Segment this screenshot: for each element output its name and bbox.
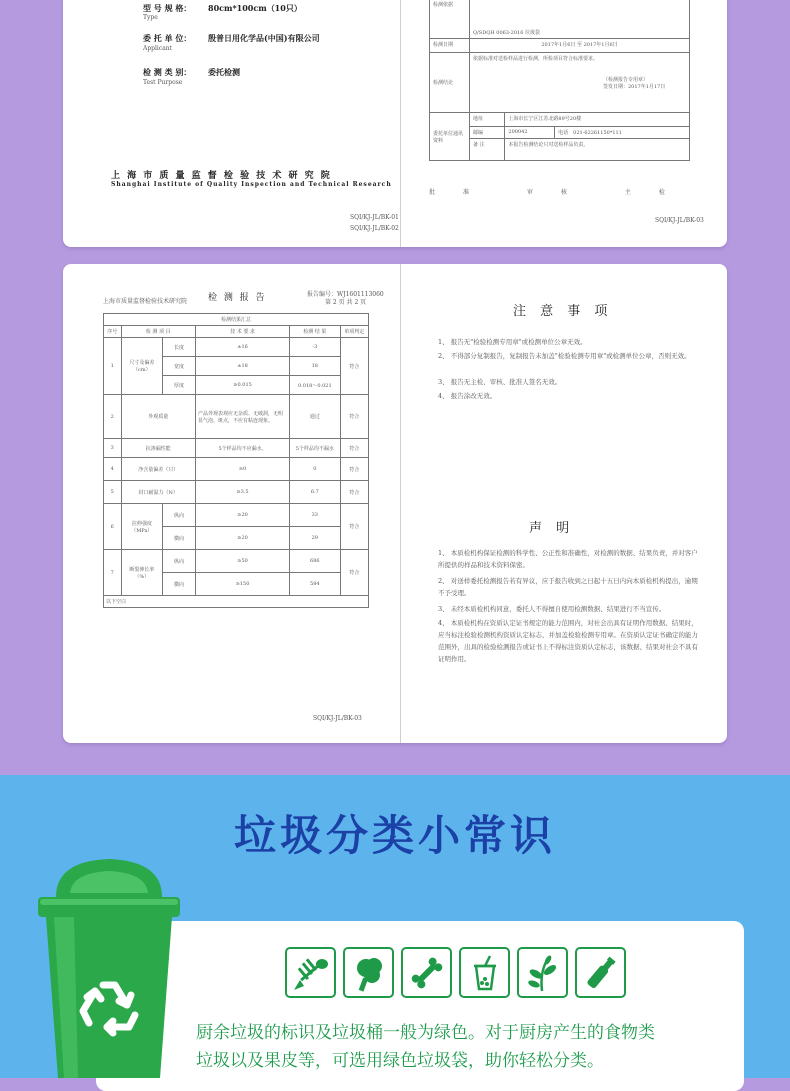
icon-card	[517, 947, 568, 998]
notice-item: 4、 报告涂改无效。	[438, 392, 497, 400]
table-cell: 29	[290, 527, 340, 550]
bubble-tea-icon	[466, 954, 504, 992]
bone-icon	[408, 954, 446, 992]
table-cell: ≥20	[195, 504, 289, 527]
footer-code-2: SQI/KJ-JL/BK-02	[350, 225, 399, 232]
table-cell: ≥0.015	[195, 376, 289, 395]
conclusion-value: 依据标准对送检样品进行检测，所检项目符合标准要求。	[473, 56, 599, 62]
date-label: 检测日期	[430, 39, 470, 53]
date-value: 2017年1月6日 至 2017年1月6日	[470, 39, 690, 53]
zip-value: 200042	[505, 127, 555, 139]
table-header: 技 术 要 求	[195, 326, 289, 338]
table-cell: 符合	[340, 504, 369, 550]
table-cell: -3	[290, 338, 340, 357]
table-cell: 符合	[340, 395, 369, 439]
table-cell: 厚度	[163, 376, 196, 395]
table-cell: 抗渗漏性能	[121, 439, 195, 458]
table-cell: 纵向	[163, 550, 196, 573]
table-header: 检 测 项 目	[121, 326, 195, 338]
applicant-value: 殷普日用化学品(中国)有限公司	[208, 33, 320, 43]
report-info-table	[429, 0, 690, 161]
table-cell: 产品外观表观应无杂质、无破洞，无明显气泡、斑点，不应有粘连现象。	[195, 395, 289, 439]
certificate-card-top	[63, 0, 727, 247]
table-end: 以下空白	[104, 596, 369, 608]
plant-icon	[524, 954, 562, 992]
page-no: 第 2 页 共 2 页	[325, 299, 367, 306]
table-cell: 横向	[163, 573, 196, 596]
table-cell: 6.7	[290, 481, 340, 504]
table-cell: 外观质量	[121, 395, 195, 439]
stamp-text: （检测报告专用章）	[603, 77, 649, 83]
table-cell: 符合	[340, 338, 369, 395]
applicant-label-en: Applicant	[143, 45, 173, 52]
sign-row: 批准 审核 主检	[429, 189, 693, 196]
table-cell: 3	[104, 439, 122, 458]
bottle-icon	[582, 954, 620, 992]
table-cell: 净含量偏差（只）	[121, 458, 195, 481]
table-cell: 6	[104, 504, 122, 550]
declaration-item: 1、 本质检机构保证检测的科学性、公正性和准确性，对检测的数据、结果负责，并对客户所提供的样品和技术资料保密。	[438, 549, 698, 569]
table-cell: 584	[290, 573, 340, 596]
icon-card	[285, 947, 336, 998]
notice-item: 2、 不得部分复制报告，复制报告未加盖"检验检测专用章"或检测单位公章，否则无效。	[438, 352, 691, 360]
desc-line-2: 垃圾以及果皮等，可选用绿色垃圾袋，助你轻松分类。	[196, 1051, 604, 1071]
notice-item: 1、 报告无"检验检测专用章"或检测单位公章无效。	[438, 338, 587, 346]
table-cell: 横向	[163, 527, 196, 550]
conclusion-label: 检测结论	[430, 53, 470, 113]
type-value: 80cm*100cm（10只）	[208, 3, 302, 13]
right-footer-code: SQI/KJ-JL/BK-03	[655, 217, 704, 224]
notice-item: 3、 报告无主检、审核、批准人签名无效。	[438, 378, 562, 386]
table-cell: 断裂伸长率（%）	[121, 550, 163, 596]
table-cell: 拉伸强度（MPa）	[121, 504, 163, 550]
desc-line-1: 厨余垃圾的标识及垃圾桶一般为绿色。对于厨房产生的食物类	[196, 1023, 655, 1043]
declaration-item: 3、 未经本质检机构同意，委托人不得擅自使用检测数据、结果进行不当宣传。	[438, 605, 666, 613]
leaf-veg-icon	[350, 954, 388, 992]
remark-label: 备 注	[470, 139, 505, 161]
declaration-title: 声 明	[529, 521, 575, 536]
table-cell: 宽度	[163, 357, 196, 376]
conclusion-cell	[470, 53, 690, 113]
table-cell: 0.018～0.021	[290, 376, 340, 395]
zip-label: 邮编	[470, 127, 505, 139]
purpose-label: 检 测 类 别：	[143, 67, 192, 77]
remark-value: 本报告检测结论只对送检样品负责。	[505, 139, 690, 161]
section-heading: 垃圾分类小常识	[233, 811, 556, 860]
table-cell: 符合	[340, 458, 369, 481]
purpose-label-en: Test Purpose	[143, 79, 183, 86]
table-cell: 符合	[340, 550, 369, 596]
table-cell: 0	[290, 458, 340, 481]
table-cell: 5	[104, 481, 122, 504]
institute-name-en: Shanghai Institute of Quality Inspection and Technical Research	[111, 181, 392, 188]
table-cell: 通过	[290, 395, 340, 439]
basis-value: Q/SDQH 0063-2016 垃圾袋	[470, 0, 690, 39]
icon-card	[575, 947, 626, 998]
table-cell: 符合	[340, 481, 369, 504]
report-no: 报告编号：WJ1601113060	[307, 291, 384, 298]
table-cell: 尺寸及偏差（cm）	[121, 338, 163, 395]
table-cell: 1	[104, 338, 122, 395]
table-cell: 封口耐温力（N）	[121, 481, 195, 504]
purpose-value: 委托检测	[208, 67, 240, 77]
certificate-card-bottom	[63, 264, 727, 743]
type-label-en: Type	[143, 14, 158, 21]
table-cell: ≥20	[195, 527, 289, 550]
report-institute: 上海市质量监督检验技术研究院	[103, 298, 188, 305]
table-header: 单项判定	[340, 326, 369, 338]
table-caption: 检测结果汇总	[104, 314, 369, 326]
table-cell: 2	[104, 395, 122, 439]
table-cell: ±18	[195, 357, 289, 376]
table-header: 序号	[104, 326, 122, 338]
table-cell: 18	[290, 357, 340, 376]
table-cell: ≥3.5	[195, 481, 289, 504]
table-cell: 5个样品均不漏水	[290, 439, 340, 458]
icon-card	[343, 947, 394, 998]
applicant-label: 委 托 单 位：	[143, 33, 192, 43]
table-cell: ≥50	[195, 550, 289, 573]
tel-value: 021-62261150*111	[573, 130, 622, 136]
table-cell: 符合	[340, 439, 369, 458]
addr-value: 上海市长宁区江苏北路89号20楼	[505, 113, 690, 127]
notice-title: 注 意 事 项	[513, 304, 613, 319]
report-footer-code: SQI/KJ-JL/BK-03	[313, 715, 362, 722]
table-cell: ≥150	[195, 573, 289, 596]
footer-code-1: SQI/KJ-JL/BK-01	[350, 214, 399, 221]
type-label: 型 号 规 格：	[143, 3, 192, 13]
page-divider	[400, 264, 401, 743]
table-cell: 5个样品均不应漏水。	[195, 439, 289, 458]
recycle-bin-icon	[34, 853, 184, 1078]
declaration-item: 2、 对送样委托检测报告若有异议，应于报告收到之日起十五日内向本质检机构提出，逾期不予受理。	[438, 577, 698, 597]
tel-cell	[555, 127, 690, 139]
tel-label: 电话	[558, 130, 569, 136]
results-table	[103, 313, 369, 608]
icon-card	[401, 947, 452, 998]
addr-label: 地址	[470, 113, 505, 127]
table-cell: 33	[290, 504, 340, 527]
table-cell: 纵向	[163, 504, 196, 527]
page-divider	[400, 0, 401, 247]
table-cell: 7	[104, 550, 122, 596]
fish-bone-icon	[292, 954, 330, 992]
icon-card	[459, 947, 510, 998]
sign-date: 签发日期：2017年1月17日	[603, 84, 666, 90]
table-cell: ±16	[195, 338, 289, 357]
table-cell: 4	[104, 458, 122, 481]
declaration-item: 4、 本质检机构在资质认定证书规定的能力范围内，对社会出具有证明作用数据、结果时，应当标注检验检测机构资质认定标志，并加盖检验检测专用章。在资质认定证书确定的能力范围外，出具的检验检测报告或证书上不得标注资质认定标志，该数据、结果对社会不具有证明作用。	[438, 619, 698, 663]
contact-label: 委托单位通讯资料	[430, 113, 470, 161]
basis-label: 检测依据	[430, 0, 470, 39]
table-cell: 长度	[163, 338, 196, 357]
table-cell: ≥0	[195, 458, 289, 481]
table-cell: 686	[290, 550, 340, 573]
report-title: 检 测 报 告	[208, 293, 267, 303]
table-header: 检测 结 果	[290, 326, 340, 338]
institute-name: 上 海 市 质 量 监 督 检 验 技 术 研 究 院	[111, 171, 332, 181]
